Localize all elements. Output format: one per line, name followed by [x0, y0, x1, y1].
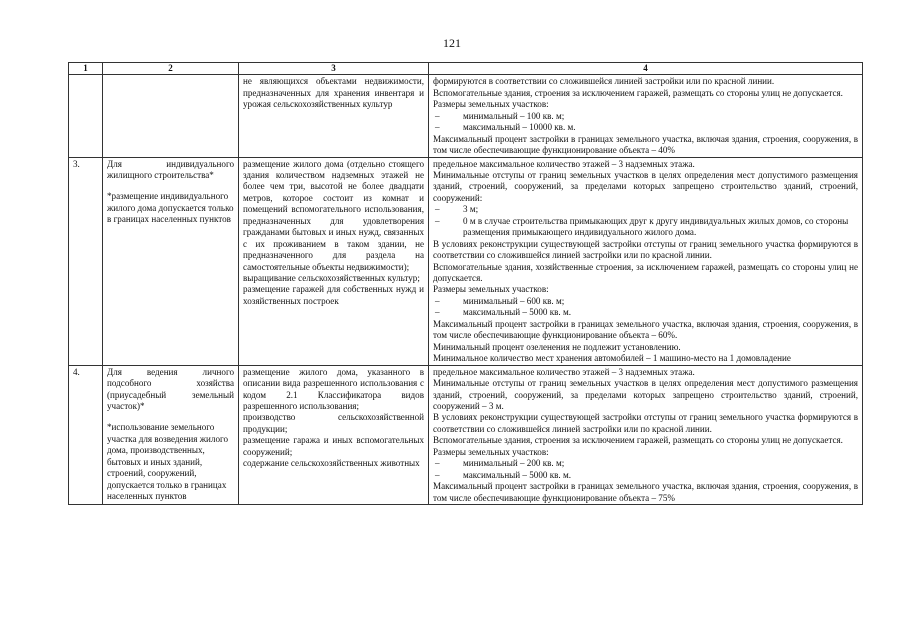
header-col-2: 2 — [103, 63, 239, 75]
use-name-paragraph: *размещение индивидуального жилого дома допускается только в границах населенных пунктов — [107, 191, 234, 225]
header-col-4: 4 — [429, 63, 863, 75]
use-description-paragraph: размещение жилого дома (отдельно стоящего здания количеством надземных этажей не более чем три, высотой не более двадцати метров, которое состоит из комнат и помещений вспомогательного использования, предназначенных для удовлетворения гражданами бытовых и иных нужд, связанных с их проживанием в таком здании, не предназначенного для раздела на самостоятельные объекты недвижимости); — [243, 158, 424, 272]
header-col-3: 3 — [239, 63, 429, 75]
dash-item-text: максимальный – 10000 кв. м. — [463, 122, 576, 133]
dash-list-item — [433, 470, 858, 481]
parameter-paragraph: Минимальные отступы от границ земельных участков в целях определения мест допустимого размещения зданий, строений, сооружений, за пределами которых запрещено строительство зданий, строений, сооружений – 3 м. — [433, 378, 858, 412]
zoning-table — [68, 62, 863, 505]
dash-list-item — [433, 458, 858, 469]
use-description — [239, 365, 429, 504]
dash-bullet-icon: – — [435, 469, 440, 480]
parameter-paragraph: Минимальные отступы от границ земельных участков в целях определения мест допустимого размещения зданий, строений, сооружений, за пределами которых запрещено строительство зданий, строений, сооружений: — [433, 169, 858, 203]
dash-item-text: максимальный – 5000 кв. м. — [463, 469, 572, 480]
dash-bullet-icon: – — [435, 215, 440, 226]
dash-item-text: минимальный – 100 кв. м; — [463, 110, 565, 121]
use-description-paragraph: размещение гаража и иных вспомогательных сооружений; — [243, 435, 424, 457]
parameter-paragraph: В условиях реконструкции существующей застройки отступы от границ земельного участка формируются в соответствии со сложившейся линией застройки или по красной линии. — [433, 238, 858, 261]
use-description-paragraph: размещение жилого дома, указанного в описании вида разрешенного использования с кодом 2.1 Классификатора видов разрешенного использования; — [243, 366, 424, 412]
dash-list-item — [433, 307, 858, 318]
dash-bullet-icon: – — [435, 458, 440, 469]
parameters-cell — [429, 365, 863, 504]
dash-item-text: минимальный – 600 кв. м; — [463, 295, 565, 306]
use-name-paragraph — [107, 181, 234, 191]
permitted-use-name — [103, 365, 239, 504]
dash-list-item — [433, 204, 858, 215]
row-number — [69, 75, 103, 157]
parameter-paragraph: Размеры земельных участков: — [433, 99, 549, 110]
dash-bullet-icon: – — [435, 204, 440, 215]
use-description — [239, 75, 429, 157]
table-row — [69, 157, 863, 365]
use-name-paragraph: Для ведения личного подсобного хозяйства (приусадебный земельный участок)* — [107, 366, 234, 412]
parameter-paragraph: предельное максимальное количество этажей – 3 надземных этажа. — [433, 158, 695, 169]
use-description-paragraph: не являющихся объектами недвижимости, предназначенных для хранения инвентаря и урожая сельскохозяйственных культур — [243, 76, 424, 110]
page-number: 121 — [443, 36, 461, 50]
use-description-paragraph: выращивание сельскохозяйственных культур; — [243, 273, 420, 284]
dash-bullet-icon: – — [435, 295, 440, 306]
dash-list-item — [433, 216, 858, 239]
dash-item-text: максимальный – 5000 кв. м. — [463, 307, 572, 318]
parameters-cell — [429, 75, 863, 157]
parameter-paragraph: Минимальный процент озеленения не подлежит установлению. — [433, 341, 681, 352]
row-number: 3. — [69, 157, 103, 365]
parameter-paragraph: В условиях реконструкции существующей застройки отступы от границ земельного участка формируются в соответствии со сложившейся линией застройки или по красной линии. — [433, 412, 858, 434]
parameter-paragraph: Размеры земельных участков: — [433, 446, 549, 457]
header-col-1: 1 — [69, 63, 103, 75]
parameter-paragraph: Размеры земельных участков: — [433, 284, 549, 295]
dash-item-text: 3 м; — [463, 204, 479, 215]
use-name-paragraph: Для индивидуального жилищного строительства* — [107, 158, 234, 180]
parameter-paragraph: Вспомогательные здания, хозяйственные строения, за исключением гаражей, размещать со стороны улиц не допускается. — [433, 261, 858, 284]
parameter-paragraph: формируются в соответствии со сложившейся линией застройки или по красной линии. — [433, 76, 775, 87]
dash-list-item — [433, 122, 858, 133]
dash-bullet-icon: – — [435, 122, 440, 133]
dash-item-text: 0 м в случае строительства примыкающих друг к другу индивидуальных жилых домов, со стороны размещения примыкающего индивидуального жилого дома. — [463, 215, 849, 238]
use-description-paragraph: содержание сельскохозяйственных животных — [243, 458, 420, 469]
row-number: 4. — [69, 365, 103, 504]
table-body — [69, 75, 863, 505]
permitted-use-name — [103, 75, 239, 157]
table-row — [69, 75, 863, 157]
dash-bullet-icon: – — [435, 307, 440, 318]
permitted-use-name — [103, 157, 239, 365]
dash-item-text: минимальный – 200 кв. м; — [463, 458, 565, 469]
parameters-cell — [429, 157, 863, 365]
parameter-paragraph: Максимальный процент застройки в границах земельного участка, включая здания, строения, сооружения, в том числе обеспечивающие функционирование объекта – 75% — [433, 481, 858, 503]
parameter-paragraph: Вспомогательные здания, строения за исключением гаражей, размещать со стороны улиц не допускается. — [433, 435, 843, 446]
parameter-paragraph: Минимальное количество мест хранения автомобилей – 1 машино-место на 1 домовладение — [433, 353, 791, 364]
use-name-paragraph: *использование земельного участка для возведения жилого дома, производственных, бытовых и иных зданий, строений, сооружений, допускается только в границах населенных пунктов — [107, 422, 229, 502]
header-row — [69, 63, 863, 75]
parameter-paragraph: предельное максимальное количество этажей – 3 надземных этажа. — [433, 366, 695, 377]
parameter-paragraph: Максимальный процент застройки в границах земельного участка, включая здания, строения, сооружения, в том числе обеспечивающие функционирование объекта – 40% — [433, 133, 858, 156]
dash-bullet-icon: – — [435, 110, 440, 121]
use-description-paragraph: производство сельскохозяйственной продукции; — [243, 412, 424, 434]
dash-list-item — [433, 296, 858, 307]
parameter-paragraph: Максимальный процент застройки в границах земельного участка, включая здания, строения, сооружения, в том числе обеспечивающие функционирование объекта – 60%. — [433, 318, 858, 341]
use-description-paragraph: размещение гаражей для собственных нужд и хозяйственных построек — [243, 284, 424, 306]
use-description — [239, 157, 429, 365]
table-row — [69, 365, 863, 504]
dash-list-item — [433, 111, 858, 122]
use-name-paragraph — [107, 412, 234, 422]
parameter-paragraph: Вспомогательные здания, строения за исключением гаражей, размещать со стороны улиц не допускается. — [433, 87, 843, 98]
